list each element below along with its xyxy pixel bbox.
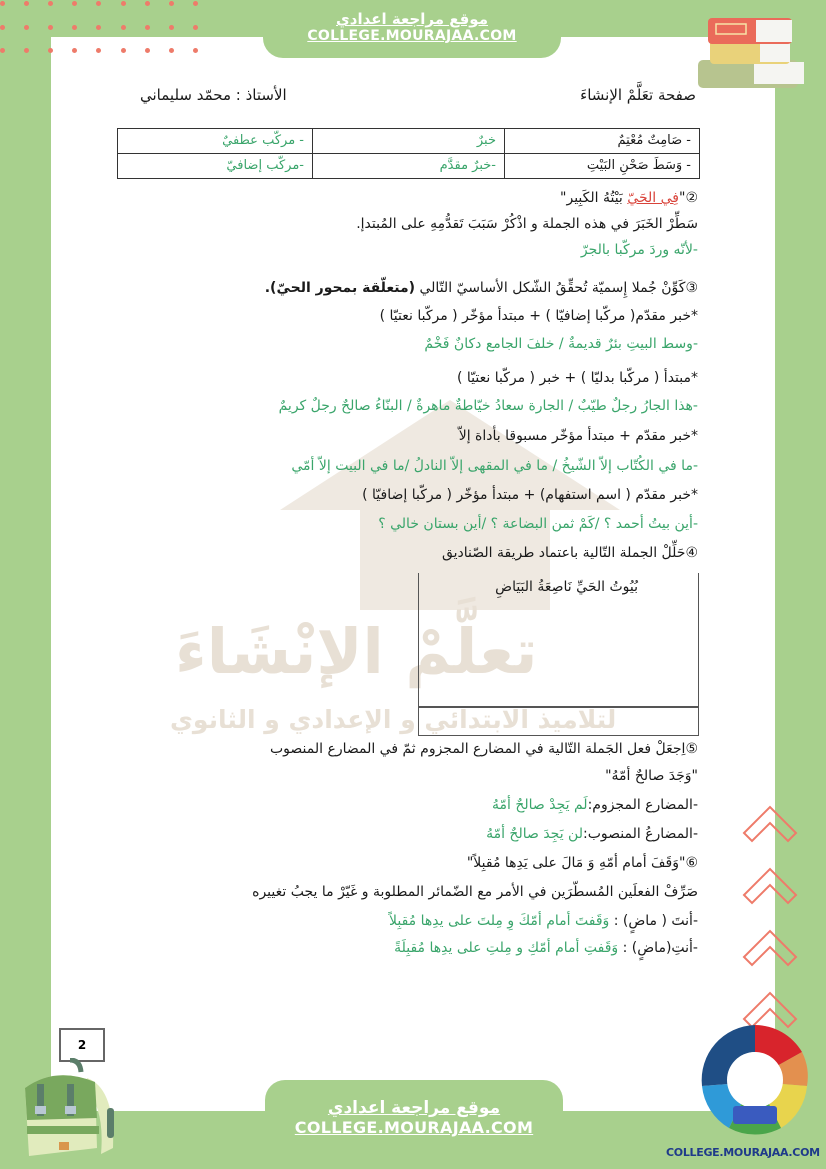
question-3-instruction — [265, 278, 698, 298]
question-2-answer: -لأنّه وردَ مركّبا بالجرّ — [580, 242, 698, 258]
answer-text: لن يَجِدَ صالحٌ أمّهُ — [486, 826, 583, 842]
answer-text: وَقَفتِ أمام أمّكِ و مِلتِ على يدِها مُقبِلَةً — [394, 940, 619, 956]
question-5-instruction: ⑤اِجعَلْ فعل الجَملة التّالية في المضارع المجزوم ثمّ في المضارع المنصوب — [269, 741, 698, 757]
subjects-wheel-logo-icon — [695, 1020, 815, 1140]
table-row — [118, 129, 700, 154]
site-url[interactable]: COLLEGE.MOURAJAA.COM — [294, 1118, 534, 1137]
box-divider — [419, 706, 698, 708]
highlighted-predicate: فِي الحَيّ — [627, 190, 679, 206]
conjugation-answer-line — [394, 938, 698, 958]
table-row — [118, 154, 700, 179]
question-number: ② — [685, 190, 698, 206]
answer-text: وَقَفتَ أمام أمّكَ وِ مِلتَ على يدِها مُقبِلاً — [388, 913, 610, 929]
pattern-line: *خبر مقدّم + مبتدأ مؤخّر مسبوقا بأداة إلاّ — [458, 428, 698, 444]
site-name-arabic[interactable]: موقع مراجعة اعدادي — [336, 10, 488, 28]
instruction-text: ③كَوِّنْ جُملا إِسميّة تُحقِّقُ الشّكل الأساسيّ التّالي — [415, 280, 698, 296]
table-cell: -خبرٌ مقدَّم — [313, 154, 505, 179]
answer-label: -أنتِ(ماضٍ) : — [618, 940, 698, 956]
table-cell: -مركّب إضافيّ — [118, 154, 313, 179]
question-5-sentence: "وَجَدَ صالحٌ أمّهُ" — [605, 768, 698, 784]
answers-table — [117, 128, 700, 179]
chevron-up-icon — [740, 793, 800, 853]
question-2-instruction: سَطِّرْ الخَبَرَ في هذه الجملة و اذْكُرْ سَبَبَ تَقدُّمِهِ على المُبتدإ. — [356, 216, 698, 232]
answer-line: -وسط البيتِ بئرٌ قديمةٌ / خلفَ الجامع دكانٌ فَخْمٌ — [424, 336, 698, 352]
answer-line: -هذا الجارُ رجلٌ طيّبٌ / الجارة سعادُ خيّاطةٌ ماهرةٌ / البنّاءُ صالحٌ رجلٌ كريمٌ — [278, 398, 698, 414]
instruction-bold-note: (متعلّقة بمحور الحيّ). — [264, 280, 416, 296]
site-name-arabic[interactable]: موقع مراجعة اعدادي — [327, 1098, 501, 1118]
analysis-sentence: بُيُوتُ الحَيِّ نَاصِعَةُ البَيَاضِ — [495, 579, 638, 595]
teacher-name: الأستاذ : محمّد سليماني — [140, 86, 287, 104]
answer-label: -أنتَ ( ماضٍ) : — [609, 913, 698, 929]
answer-line: -أين بيتُ أحمد ؟ /كَمْ ثمن البضاعة ؟ /أين بستان خالي ؟ — [378, 516, 698, 532]
answer-label: -المضارعُ المنصوب: — [582, 826, 698, 842]
site-banner-bottom[interactable] — [265, 1080, 563, 1169]
quote-mark: " — [678, 190, 686, 206]
answer-label: -المضارع المجزوم: — [587, 797, 698, 813]
subjunctive-answer-line — [486, 824, 698, 844]
pattern-line: *مبتدأ ( مركّبا بدليّا ) + خبر ( مركّبا نعتيّا ) — [457, 370, 698, 386]
page-title: صفحة تعَلَّمْ الإنشاءَ — [580, 86, 696, 104]
answer-line: -ما في الكُتّاب إلاّ الشّيخُ / ما في المقهى إلاّ النادلُ /ما في البيت إلاّ أمّي — [291, 458, 698, 474]
answer-text: لَم يَجِدْ صالحٌ أمّهُ — [491, 797, 588, 813]
jussive-answer-line — [492, 795, 698, 815]
table-cell: - صَامِتٌ مُعْتِمٌ — [505, 129, 700, 154]
watermark-subtitle: لتلاميذ الابتدائي و الإعدادي و الثانوي — [170, 705, 617, 734]
pattern-line: *خبر مقدّم( مركّبا إضافيّا ) + مبتدأ مؤخّر ( مركّبا نعتيّا ) — [379, 308, 698, 324]
question-4-instruction: ④حَلِّلْ الجملة التّالية باعتماد طريقة الصّناديق — [441, 545, 698, 561]
chevron-up-icon — [740, 855, 800, 915]
page-number: 2 — [59, 1028, 105, 1062]
table-cell: - وَسَطَ صَحْنِ البَيْتِ — [505, 154, 700, 179]
footer-logo-text[interactable]: COLLEGE.MOURAJAA.COM — [666, 1146, 820, 1159]
question-2-sentence — [560, 188, 698, 208]
watermark-title: تعلَّمْ الإنْشَاءَ — [175, 615, 538, 688]
sentence-rest: بَيْتُهُ الكَبِير" — [560, 190, 628, 206]
question-6-sentence: ⑥"وَقَفَ أمام أمّهِ وَ مَالَ على يَدِها مُقبِلاً" — [466, 855, 698, 871]
site-url[interactable]: COLLEGE.MOURAJAA.COM — [307, 28, 517, 44]
backpack-icon — [15, 1058, 115, 1158]
question-6-instruction: صَرِّفْ الفعلَين المُسطّرَين في الأمر مع الضّمائر المطلوبة و غَيّرْ ما يجبُ تغييره — [252, 884, 698, 900]
analysis-boxes — [418, 573, 699, 736]
table-cell: - مركّب عطفيٌ — [118, 129, 313, 154]
table-cell: خبرٌ — [313, 129, 505, 154]
chevron-up-icon — [740, 917, 800, 977]
pattern-line: *خبر مقدّم ( اسم استفهام) + مبتدأ مؤخّر ( مركّبا إضافيّا ) — [362, 487, 698, 503]
conjugation-answer-line — [389, 911, 698, 931]
